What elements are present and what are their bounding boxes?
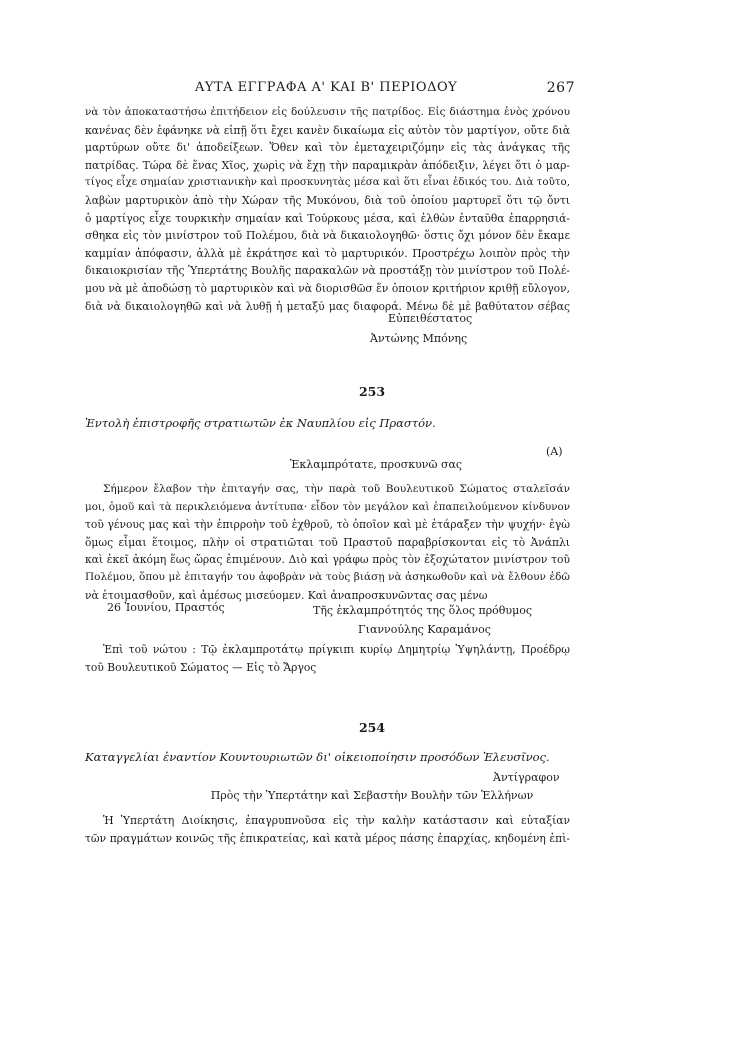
document-253-body (85, 481, 570, 604)
text-line: τοῦ γένους μας καὶ τὴν ἐπιρροὴν τοῦ ἐχθροῦ, τὸ ὁποῖον καὶ μὲ ἐτάραξεν τὴν ψυχήν· ἐγὼ (85, 518, 570, 532)
text-line: πατρίδας. Τώρα δὲ ἕνας Χῖος, χωρὶς νὰ ἔχῃ τὴν παραμικρὰν ἀπόδειξιν, λέγει ὅτι ὁ μαρ- (85, 158, 570, 172)
verso-note (85, 641, 570, 676)
letter-signature: Ἀντώνης Μπόνης (370, 332, 468, 345)
letter-signature-253: Γιαννούλης Καραμάνος (358, 623, 491, 636)
letter-closing-253: Τῆς ἐκλαμπρότητός της ὅλος πρόθυμος (313, 604, 533, 617)
document-title-253: Ἐντολὴ ἐπιστροφῆς στρατιωτῶν ἐκ Ναυπλίου εἰς Πραστόν. (85, 416, 436, 430)
document-title-254: Καταγγελίαι ἐναντίον Κουντουριωτῶν δι' οἰκειοποίησιν προσόδων Ἐλευσῖνος. (85, 750, 550, 764)
text-line: διὰ νὰ δικαιολογηθῶ καὶ νὰ λυθῇ ἡ μεταξύ μας διαφορά. Μένω δὲ μὲ βαθύτατον σέβας (85, 299, 570, 313)
text-line: καὶ ἐκεῖ ἀκόμη ἕως ὥρας ἐπιμένουν. Διὸ καὶ γράφω πρὸς τὸν ἐξοχώτατον μινίστρον τοῦ (85, 553, 570, 567)
text-line: μου νὰ μὲ ἀποδώσῃ τὸ μαρτυρικὸν καὶ νὰ διορισθῶσ ἕν ὁποιον κριτήριον κριθῇ εὔλογον, (85, 281, 570, 295)
document-number-254: 254 (358, 720, 386, 735)
date-place: 26 Ἰουνίου, Πραστός (107, 601, 225, 614)
text-line: κανένας δὲν ἐφάνηκε νὰ εἰπῇ ὅτι ἔχει κανὲν δικαίωμα εἰς αὐτὸν τὸν μαρτίγον, οὔτε διὰ (85, 123, 570, 137)
document-number-253: 253 (358, 384, 386, 399)
text-line: καμμίαν ἀπόφασιν, ἀλλὰ μὲ ἐκράτησε καὶ τὸ μαρτυρικόν. Προστρέχω λοιπὸν πρὸς τὴν (85, 246, 570, 260)
text-line: μοι, ὁμοῦ καὶ τὰ περικλειόμενα ἀντίτυπα· εἶδον τὸν μεγάλον καὶ ἐπαπειλούμενον κίνδυνον (85, 500, 570, 513)
text-line: νὰ τὸν ἀποκαταστήσω ἐπιτήδειον εἰς δούλευσιν τῆς πατρίδος. Εἰς διάστημα ἑνὸς χρόνου (85, 106, 570, 118)
text-line: Σήμερον ἔλαβον τὴν ἐπιταγήν σας, τὴν παρὰ τοῦ Βουλευτικοῦ Σώματος σταλεῖσάν (103, 483, 570, 495)
text-line: σθηκα εἰς τὸν μινίστρον τοῦ Πολέμου, διὰ νὰ δικαιολογηθῶ· ὅστις ὄχι μόνον δὲν ἔκαμε (85, 229, 570, 243)
text-line: λαβὼν μαρτυρικὸν ἀπὸ τὴν Χώραν τῆς Μυκόνου, διὰ τοῦ ὁποίου μαρτυρεῖ ὅτι τῷ ὄντι (85, 193, 570, 207)
document-mark: (Α) (546, 445, 563, 458)
text-line: νὰ ἑτοιμασθοῦν, καὶ ἀμέσως μισεύομεν. Καὶ ἀναπροσκυνῶντας σας μένω (85, 588, 488, 602)
text-line: μαρτύρων οὔτε δι' ἀποδείξεων. Ὅθεν καὶ τὸν ἐμεταχειριζόμην εἰς τὰς ἀνάγκας τῆς (85, 141, 570, 155)
text-line: τοῦ Βουλευτικοῦ Σώματος — Εἰς τὸ Ἄργος (85, 660, 317, 674)
addressee: Πρὸς τὴν Ὑπερτάτην καὶ Σεβαστὴν Βουλὴν τῶν Ἑλλήνων (210, 789, 534, 802)
text-line: Ἡ Ὑπερτάτη Διοίκησις, ἐπαγρυπνοῦσα εἰς τὴν καλὴν κατάστασιν καὶ εὐταξίαν (103, 814, 570, 827)
text-line: τῶν πραγμάτων κοινῶς τῆς ἐπικρατείας, καὶ κατὰ μέρος πάσης ἐπαρχίας, κηδομένη ἐπὶ- (85, 831, 570, 845)
copy-label: Ἀντίγραφον (493, 771, 560, 784)
text-line: ὁ μαρτίγος εἶχε τουρκικὴν σημαίαν καὶ Τούρκους μέσα, καὶ ἐλθὼν ἐνταῦθα ἐπαρρησιά- (85, 211, 570, 225)
document-254-body (85, 812, 570, 847)
letter-closing: Εὐπειθέστατος (388, 312, 473, 325)
continued-letter-body (85, 104, 570, 315)
text-line: τίγος εἶχε σημαίαν χριστιανικὴν καὶ προσκυνητὰς μέσα καὶ ὅτι εἶναι ἐδικός του. Διὰ τοῦτο, (85, 176, 570, 189)
page-number: 267 (546, 80, 575, 96)
salutation: Ἐκλαμπρότατε, προσκυνῶ σας (290, 458, 463, 471)
text-line: Ἐπὶ τοῦ νώτου : Τῷ ἐκλαμπροτάτῳ πρίγκιπι κυρίῳ Δημητρίῳ Ὑψηλάντῃ, Προέδρῳ (103, 643, 570, 656)
text-line: δικαιοκρισίαν τῆς Ὑπερτάτης Βουλῆς παρακαλῶν νὰ προστάξῃ τὸν μινίστρον τοῦ Πολέ- (85, 264, 570, 278)
text-line: Πολέμου, ὅπου μὲ ἐπιταγήν του ἀφοβρὰν νὰ τοὺς βιάσῃ νὰ ἀσηκωθοῦν καὶ νὰ ἔλθουν ἐδῶ (85, 570, 570, 583)
text-line: ὅμως εἶμαι ἕτοιμος, πλὴν οἱ στρατιῶται τοῦ Πραστοῦ παραβρίσκονται εἰς τὸ Ἀνάπλι (85, 535, 570, 549)
running-header-title: ΑΥΤΑ ΕΓΓΡΑΦΑ Α' ΚΑΙ Β' ΠΕΡΙΟΔΟΥ (195, 80, 458, 95)
